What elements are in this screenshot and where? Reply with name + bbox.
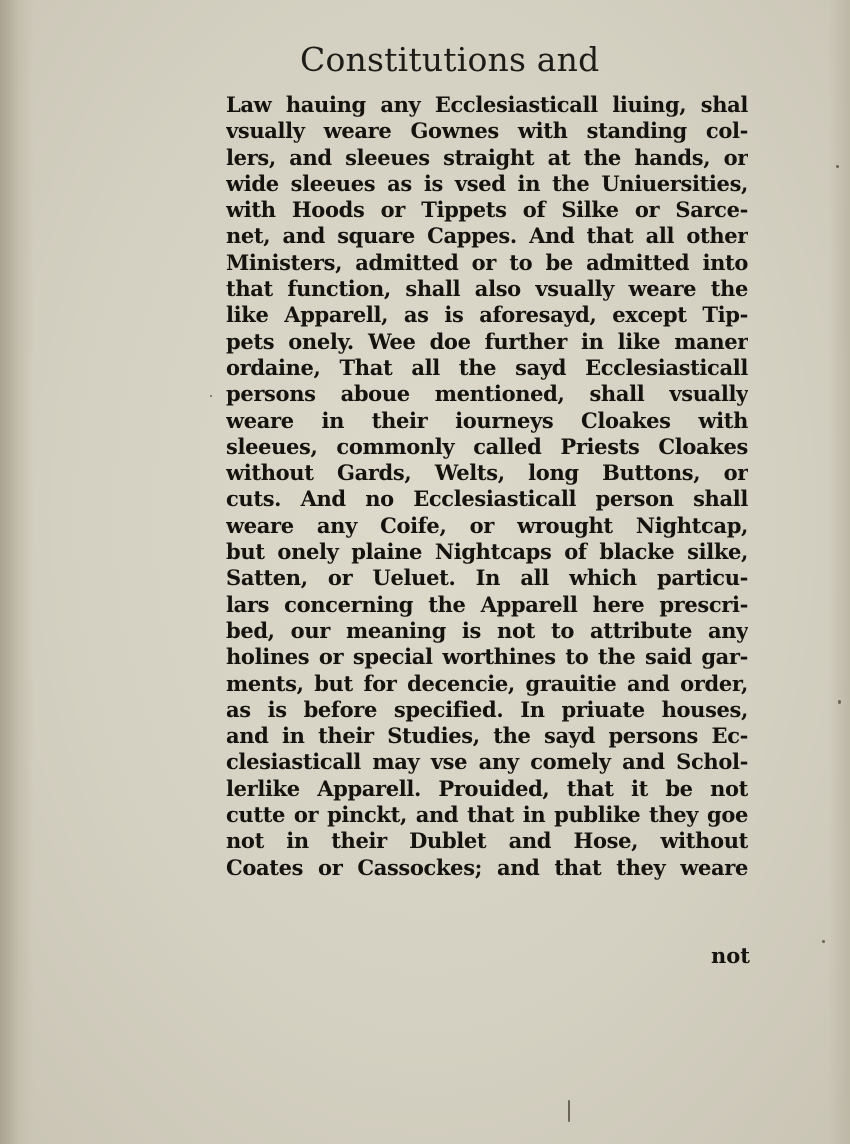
text-line: Ministers, admitted or to be admitted into	[226, 249, 748, 275]
text-line: persons aboue mentioned, shall vsually	[226, 381, 748, 407]
text-line: not in their Dublet and Hose, without	[226, 828, 748, 854]
body-text	[226, 92, 748, 881]
text-line: Satten, or Ueluet. In all which particu-	[226, 565, 748, 591]
text-line: as is before specified. In priuate houses,	[226, 696, 748, 722]
text-line: Coates or Cassockes; and that they weare	[226, 854, 748, 880]
text-line: bed, our meaning is not to attribute any	[226, 617, 748, 643]
text-line: lers, and sleeues straight at the hands, or	[226, 144, 748, 170]
text-line: ments, but for decencie, grauitie and order,	[226, 670, 748, 696]
text-line: ordaine, That all the sayd Ecclesiasticall	[226, 354, 748, 380]
paper-speck	[210, 395, 212, 397]
text-line: pets onely. Wee doe further in like maner	[226, 328, 748, 354]
paper-speck	[568, 1100, 570, 1122]
text-line: without Gards, Welts, long Buttons, or	[226, 460, 748, 486]
text-line: weare any Coife, or wrought Nightcap,	[226, 512, 748, 538]
text-line: wide sleeues as is vsed in the Uniuersities,	[226, 170, 748, 196]
text-line: weare in their iourneys Cloakes with	[226, 407, 748, 433]
text-line: lerlike Apparell. Prouided, that it be not	[226, 775, 748, 801]
paper-speck	[836, 165, 839, 168]
text-line: that function, shall also vsually weare the	[226, 276, 748, 302]
text-line: cutte or pinckt, and that in publike they goe	[226, 802, 748, 828]
text-line: but onely plaine Nightcaps of blacke silke,	[226, 539, 748, 565]
running-head: Constitutions and	[300, 40, 600, 79]
paper-speck	[838, 700, 841, 704]
text-line: cuts. And no Ecclesiasticall person shall	[226, 486, 748, 512]
page-binding-shadow	[0, 0, 34, 1144]
text-line: Law hauing any Ecclesiasticall liuing, shal	[226, 92, 748, 117]
text-line: clesiasticall may vse any comely and Schol-	[226, 749, 748, 775]
page-edge-shadow	[828, 0, 850, 1144]
catchword: not	[711, 943, 750, 968]
text-line: and in their Studies, the sayd persons Ec-	[226, 723, 748, 749]
text-line: like Apparell, as is aforesayd, except Tip-	[226, 302, 748, 328]
paper-speck	[822, 940, 825, 943]
text-line: net, and square Cappes. And that all other	[226, 223, 748, 249]
text-line: with Hoods or Tippets of Silke or Sarce-	[226, 197, 748, 223]
text-line: lars concerning the Apparell here prescri-	[226, 591, 748, 617]
text-line: sleeues, commonly called Priests Cloakes	[226, 433, 748, 459]
text-line: holines or special worthines to the said gar-	[226, 644, 748, 670]
text-line: vsually weare Gownes with standing col-	[226, 118, 748, 144]
